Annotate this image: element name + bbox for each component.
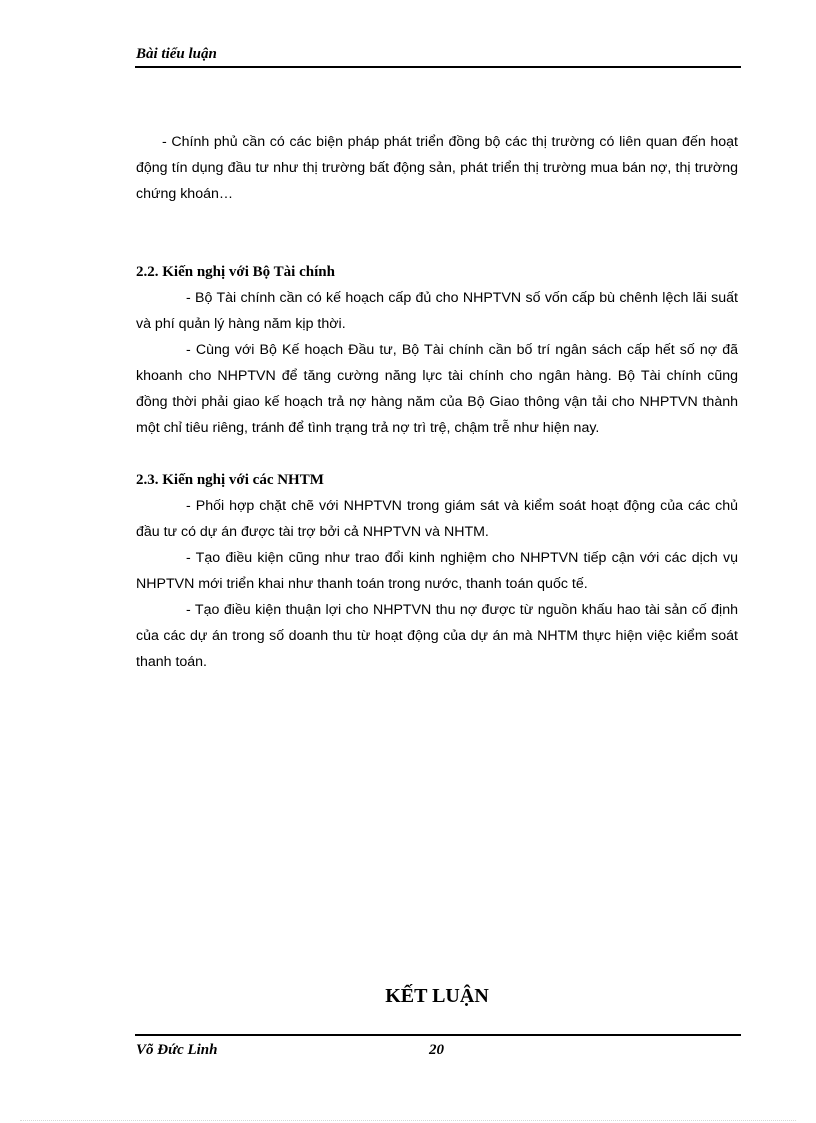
section-2-3-paragraph-2: - Tạo điều kiện cũng như trao đổi kinh nghiệm cho NHPTVN tiếp cận với các dịch vụ NHPTVN mới triển khai như thanh toán trong nước, thanh toán quốc tế. [136,550,738,592]
section-heading-2-2: 2.2. Kiến nghị với Bộ Tài chính [136,264,335,280]
header-divider [135,66,741,68]
section-2-3-paragraph-3: - Tạo điều kiện thuận lợi cho NHPTVN thu nợ được từ nguồn khấu hao tài sản cố định của các dự án trong số doanh thu từ hoạt động của dự án mà NHTM thực hiện việc kiểm soát thanh toán. [136,602,738,670]
page-edge-divider [20,1120,796,1121]
footer-author: Võ Đức Linh [136,1042,218,1058]
section-heading-2-3: 2.3. Kiến nghị với các NHTM [136,472,324,488]
section-2-2-paragraph-2: - Cùng với Bộ Kế hoạch Đầu tư, Bộ Tài chính cần bố trí ngân sách cấp hết số nợ đã khoanh cho NHPTVN để tăng cường năng lực tài chính cho ngân hàng. Bộ Tài chính cũng đồng thời phải giao kế hoạch trả nợ hàng năm của Bộ Giao thông vận tải cho NHPTVN thành một chỉ tiêu riêng, tránh để tình trạng trả nợ trì trệ, chậm trễ như hiện nay. [136,342,738,436]
section-2-2-paragraph-1: - Bộ Tài chính cần có kế hoạch cấp đủ cho NHPTVN số vốn cấp bù chênh lệch lãi suất và phí quản lý hàng năm kịp thời. [136,290,738,332]
footer-divider [135,1034,741,1036]
conclusion-heading: KẾT LUẬN [385,985,489,1007]
running-header-title: Bài tiểu luận [136,46,217,62]
intro-paragraph: - Chính phủ cần có các biện pháp phát triển đồng bộ các thị trường có liên quan đến hoạt động tín dụng đầu tư như thị trường bất động sản, phát triển thị trường mua bán nợ, thị trường chứng khoán… [136,134,738,202]
section-2-3-paragraph-1: - Phối hợp chặt chẽ với NHPTVN trong giám sát và kiểm soát hoạt động của các chủ đầu tư có dự án được tài trợ bởi cả NHPTVN và NHTM. [136,498,738,540]
page-number: 20 [429,1042,444,1058]
